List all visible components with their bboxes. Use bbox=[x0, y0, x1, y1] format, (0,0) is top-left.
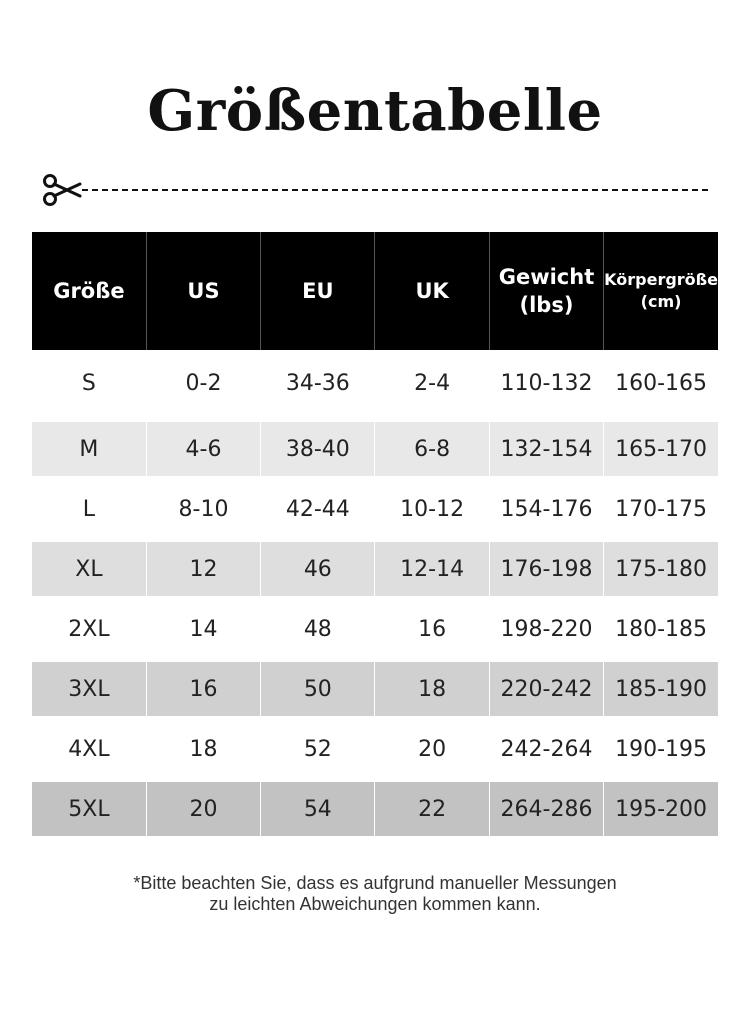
header-eu: EU bbox=[261, 232, 375, 350]
cell-eu: 54 bbox=[261, 782, 375, 836]
header-size: Größe bbox=[32, 232, 146, 350]
cell-size: L bbox=[32, 482, 146, 536]
cell-height: 170-175 bbox=[604, 482, 718, 536]
table-row bbox=[32, 602, 718, 656]
cell-height: 185-190 bbox=[604, 662, 718, 716]
header-uk: UK bbox=[375, 232, 489, 350]
table-row bbox=[32, 782, 718, 836]
cell-us: 4-6 bbox=[146, 422, 260, 476]
cell-us: 8-10 bbox=[146, 482, 260, 536]
cell-height: 160-165 bbox=[604, 350, 718, 416]
cell-us: 0-2 bbox=[146, 350, 260, 416]
cell-weight: 132-154 bbox=[489, 422, 603, 476]
cell-uk: 16 bbox=[375, 602, 489, 656]
cell-eu: 50 bbox=[261, 662, 375, 716]
cell-size: S bbox=[32, 350, 146, 416]
cell-eu: 38-40 bbox=[261, 422, 375, 476]
cell-size: 2XL bbox=[32, 602, 146, 656]
cell-us: 20 bbox=[146, 782, 260, 836]
table-row bbox=[32, 722, 718, 776]
cell-weight: 110-132 bbox=[489, 350, 603, 416]
cell-uk: 10-12 bbox=[375, 482, 489, 536]
cell-weight: 220-242 bbox=[489, 662, 603, 716]
size-table bbox=[32, 232, 718, 836]
cell-uk: 2-4 bbox=[375, 350, 489, 416]
cut-line bbox=[42, 172, 708, 208]
cell-size: 5XL bbox=[32, 782, 146, 836]
measurement-note bbox=[0, 873, 750, 915]
table-row bbox=[32, 422, 718, 476]
cell-us: 16 bbox=[146, 662, 260, 716]
cell-eu: 52 bbox=[261, 722, 375, 776]
cell-uk: 6-8 bbox=[375, 422, 489, 476]
header-weight: Gewicht (lbs) bbox=[489, 232, 603, 350]
header-height: Körpergröße (cm) bbox=[604, 232, 718, 350]
note-line-2: zu leichten Abweichungen kommen kann. bbox=[209, 894, 541, 914]
table-row bbox=[32, 350, 718, 416]
cell-height: 195-200 bbox=[604, 782, 718, 836]
cell-height: 180-185 bbox=[604, 602, 718, 656]
table-row bbox=[32, 482, 718, 536]
table-body bbox=[32, 350, 718, 836]
cell-weight: 198-220 bbox=[489, 602, 603, 656]
cell-eu: 42-44 bbox=[261, 482, 375, 536]
page-title: Größentabelle bbox=[147, 78, 603, 144]
dashed-cut-line bbox=[82, 189, 708, 191]
cell-eu: 46 bbox=[261, 542, 375, 596]
cell-us: 18 bbox=[146, 722, 260, 776]
table-row bbox=[32, 662, 718, 716]
cell-uk: 20 bbox=[375, 722, 489, 776]
cell-uk: 12-14 bbox=[375, 542, 489, 596]
cell-size: 4XL bbox=[32, 722, 146, 776]
cell-us: 12 bbox=[146, 542, 260, 596]
cell-eu: 48 bbox=[261, 602, 375, 656]
cell-weight: 176-198 bbox=[489, 542, 603, 596]
cell-eu: 34-36 bbox=[261, 350, 375, 416]
cell-height: 175-180 bbox=[604, 542, 718, 596]
cell-uk: 18 bbox=[375, 662, 489, 716]
cell-uk: 22 bbox=[375, 782, 489, 836]
table-row bbox=[32, 542, 718, 596]
cell-weight: 154-176 bbox=[489, 482, 603, 536]
cell-size: XL bbox=[32, 542, 146, 596]
header-us: US bbox=[146, 232, 260, 350]
cell-weight: 264-286 bbox=[489, 782, 603, 836]
cell-size: M bbox=[32, 422, 146, 476]
table-header-row bbox=[32, 232, 718, 350]
cell-weight: 242-264 bbox=[489, 722, 603, 776]
cell-size: 3XL bbox=[32, 662, 146, 716]
cell-height: 190-195 bbox=[604, 722, 718, 776]
scissors-icon bbox=[42, 172, 82, 208]
cell-us: 14 bbox=[146, 602, 260, 656]
note-line-1: *Bitte beachten Sie, dass es aufgrund manueller Messungen bbox=[133, 873, 617, 893]
cell-height: 165-170 bbox=[604, 422, 718, 476]
